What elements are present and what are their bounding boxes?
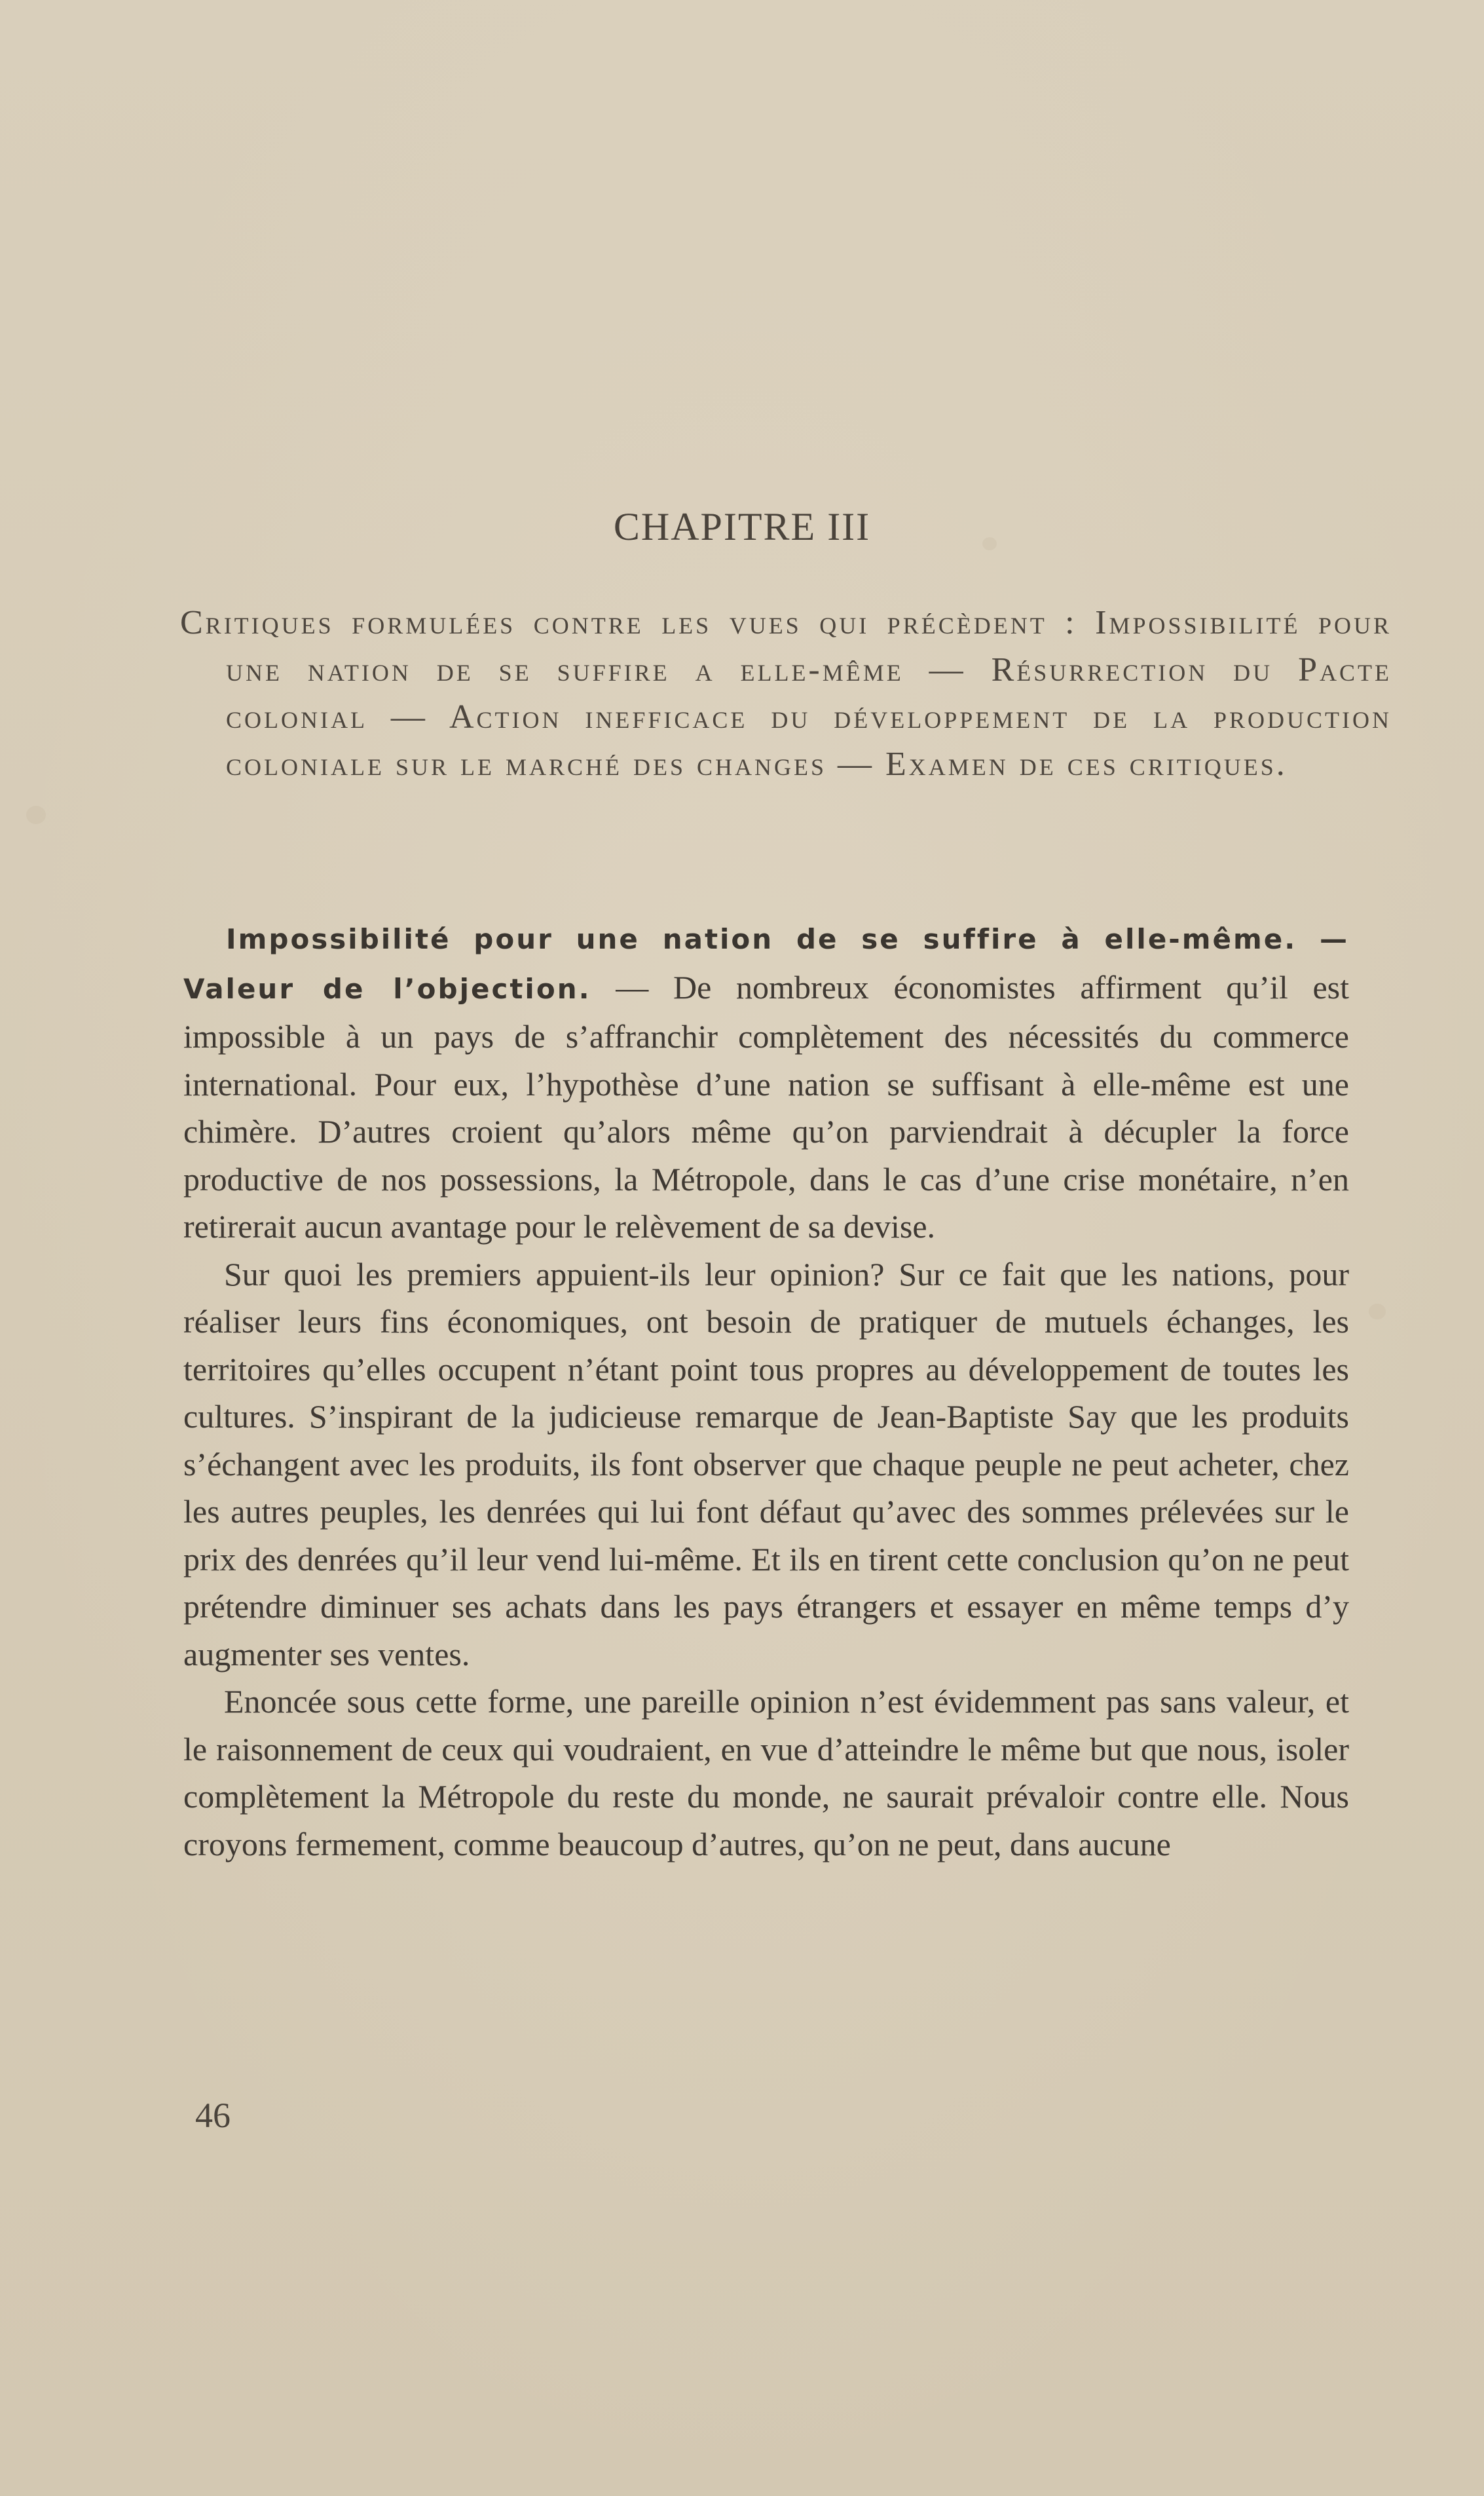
section-heading: Impossibilité pour une nation de se suffire à elle-même. — Valeur de l’objection.	[183, 923, 1349, 1005]
paragraph-text: — De nombreux économistes affirment qu’il est impossible à un pays de s’affranchir complètement des nécessités du commerce international. Pour eux, l’hypothèse d’une nation se suffisant à elle-même est une chimère. D’autres croient qu’alors même qu’on parviendrait à décupler la force productive de nos possessions, la Métropole, dans le cas d’une crise monétaire, n’en retirerait aucun avantage pour le relèvement de sa devise.	[183, 968, 1349, 1245]
paper-stain	[1369, 1304, 1386, 1319]
page-number: 46	[195, 2096, 231, 2135]
chapter-title: CHAPITRE III	[613, 505, 871, 548]
body-text	[183, 914, 1349, 1868]
paragraph	[183, 914, 1349, 1251]
paragraph: Enoncée sous cette forme, une pareille opinion n’est évidemment pas sans valeur, et le raisonnement de ceux qui voudraient, en vue d’atteindre le même but que nous, isoler complètement la Métropole du reste du monde, ne saurait prévaloir contre elle. Nous croyons fermement, comme beaucoup d’autres, qu’on ne peut, dans aucune	[183, 1683, 1349, 1863]
paragraph: Sur quoi les premiers appuient-ils leur opinion? Sur ce fait que les nations, pour réaliser leurs fins économiques, ont besoin de pratiquer de mutuels échanges, les territoires qu’elles occupent n’étant point tous propres au développement de toutes les cultures. S’inspirant de la judicieuse remarque de Jean-Baptiste Say que les produits s’échangent avec les produits, ils font observer que chaque peuple ne peut acheter, chez les autres peuples, les denrées qui lui font défaut qu’avec des sommes prélevées sur le prix des denrées qu’il leur vend lui-même. Et ils en tirent cette conclusion qu’on ne peut prétendre diminuer ses achats dans les pays étrangers et essayer en même temps d’y augmenter ses ventes.	[183, 1255, 1349, 1673]
paper-stain	[26, 806, 46, 824]
chapter-summary: Critiques formulées contre les vues qui précèdent : Impossibilité pour une nation de se suffire a elle-même — Résurrection du Pacte colonial — Action inefficace du développement de la production coloniale sur le marché des changes — Examen de ces critiques.	[180, 604, 1392, 783]
